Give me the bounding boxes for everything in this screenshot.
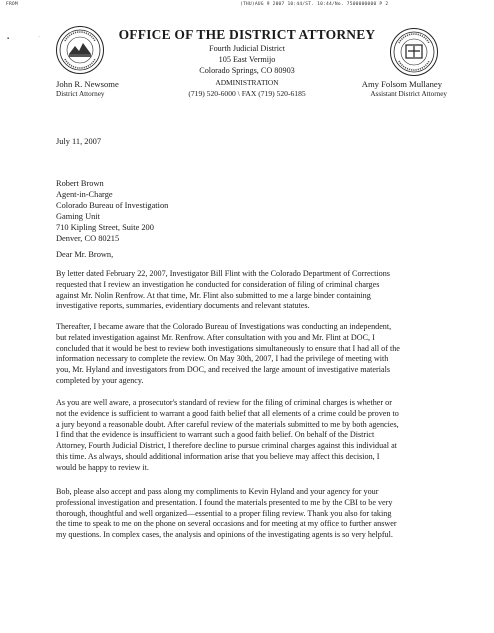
- paragraph-line: not the evidence is sufficient to warrant a good faith belief that all elements of a crime could be proven to: [56, 408, 399, 418]
- assistant-da-name: Amy Folsom Mullaney: [361, 79, 442, 89]
- scan-mark: ˙: [38, 36, 40, 42]
- paragraph-line: investigative reports, summaries, evidentiary documents and relevant statutes.: [56, 301, 310, 311]
- fax-from-label: FROM: [6, 2, 18, 7]
- paragraph-line: requested that I review an investigation he conducted for consideration of filing of criminal charges: [56, 279, 380, 289]
- paragraph-line: against Mr. Nolin Renfrow. At that time, Mr. Flint also submitted to me a large binder containing: [56, 290, 371, 300]
- paragraph-line: thorough, thoughtful and well organized—essential to a proper filing review. Thank you also for taking: [56, 508, 392, 518]
- recipient-line: 710 Kipling Street, Suite 200: [56, 223, 154, 232]
- fax-timestamp-line: (THU)AUG 9 2007 10:44/ST. 10:44/No. 7500000000 P 2: [240, 2, 389, 7]
- recipient-line: Gaming Unit: [56, 212, 100, 221]
- body-paragraph: [56, 269, 452, 312]
- paragraph-line: you, Mr. Hyland and investigators from DOC, and received the large amount of investigative materials: [56, 365, 391, 375]
- paragraph-line: a jury beyond a reasonable doubt. After careful review of the materials submitted to me by both agencies,: [56, 419, 399, 429]
- district-attorney-role: District Attorney: [56, 90, 105, 98]
- fax-transmission-header: [0, 2, 494, 12]
- phone-fax-line: (719) 520-6000 \ FAX (719) 520-6185: [188, 89, 306, 98]
- paragraph-line: By letter dated February 22, 2007, Investigator Bill Flint with the Colorado Department of Corrections: [56, 269, 390, 278]
- assistant-da-role: Assistant District Attorney: [370, 90, 447, 98]
- street-line: 105 East Vermijo: [218, 55, 276, 64]
- paragraph-line: Attorney, Fourth Judicial District, I therefore decline to pursue criminal charges against this individual at: [56, 441, 397, 451]
- district-line: Fourth Judicial District: [209, 44, 285, 53]
- paragraph-line: Thereafter, I became aware that the Colorado Bureau of Investigations was conducting an independent,: [56, 322, 392, 331]
- district-attorney-name: John R. Newsome: [56, 79, 119, 89]
- paragraph-line: the time to speak to me on the phone on several occasions and for meeting at my office to further answer: [56, 519, 397, 529]
- recipient-line: Agent-in-Charge: [56, 190, 113, 199]
- body-paragraph: [56, 322, 452, 387]
- recipient-line: Colorado Bureau of Investigation: [56, 201, 169, 210]
- paragraph-line: I find that the evidence is insufficient to warrant such a good faith belief. On behalf of the District: [56, 430, 375, 440]
- recipient-line: Denver, CO 80215: [56, 234, 120, 243]
- paragraph-line: As you are well aware, a prosecutor's standard of review for the filing of criminal charges is whether or: [56, 398, 392, 407]
- paragraph-line: completed by your agency.: [56, 375, 144, 385]
- paragraph-line: Bob, please also accept and pass along my compliments to Kevin Hyland and your agency for your: [56, 487, 379, 496]
- administration-label: ADMINISTRATION: [215, 78, 279, 87]
- paragraph-line: would be happy to review it.: [56, 462, 149, 472]
- paragraph-line: my questions. In complex cases, the analysis and opinions of the investigating agents is so very helpful.: [56, 530, 393, 540]
- body-paragraph: [56, 487, 452, 541]
- letter-date: July 11, 2007: [56, 137, 102, 146]
- recipient-address: [56, 178, 168, 244]
- paragraph-line: concluded that it would be best to review both investigations simultaneously to ensure that I had all of the: [56, 343, 400, 353]
- city-line: Colorado Springs, CO 80903: [199, 66, 295, 75]
- salutation: Dear Mr. Brown,: [56, 250, 114, 259]
- paragraph-line: professional investigation and presentation. I found the materials presented to me by the CBI to be very: [56, 497, 393, 507]
- paragraph-line: but related investigation against Mr. Renfrow. After consultation with you and Mr. Flint at DOC, I: [56, 332, 375, 342]
- paragraph-line: this time. As always, should additional information arise that you believe may affect this decision, I: [56, 451, 380, 461]
- scan-mark: ▪: [7, 36, 10, 42]
- recipient-line: Robert Brown: [56, 179, 104, 188]
- body-paragraph: [56, 398, 452, 474]
- office-title: OFFICE OF THE DISTRICT ATTORNEY: [118, 27, 376, 42]
- paragraph-line: information necessary to complete the review. On May 30th, 2007, I had the privilege of meeting with: [56, 354, 389, 364]
